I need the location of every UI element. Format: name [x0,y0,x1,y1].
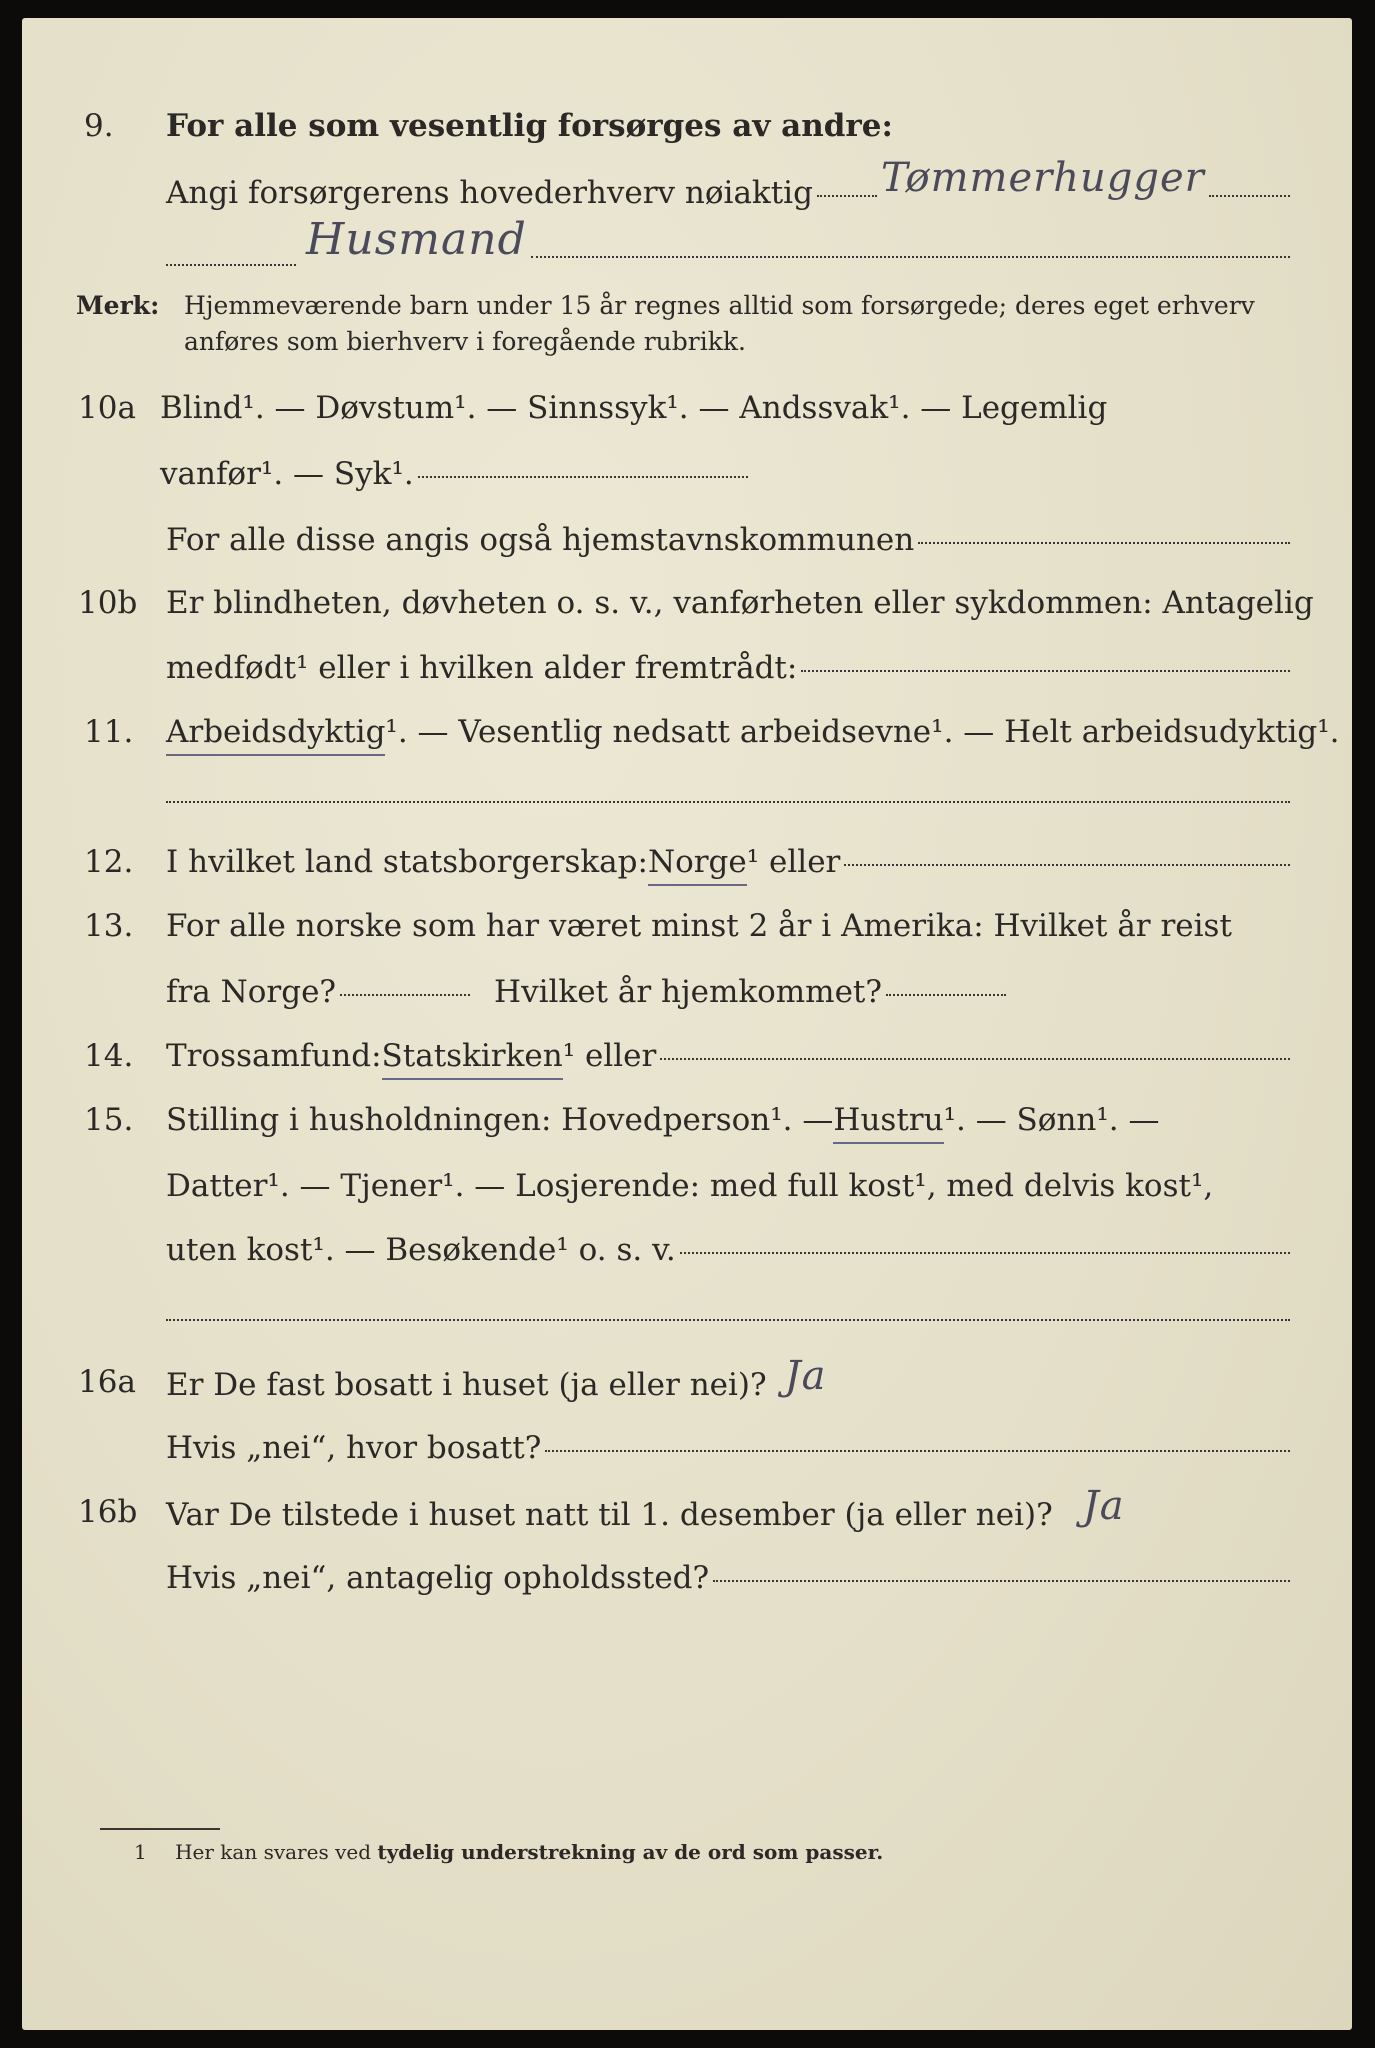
q13-text: For alle norske som har været minst 2 år i Amerika: Hvilket år reist [166,908,1232,944]
q11-text: ¹. — Vesentlig nedsatt arbeidsevne¹. — Helt arbeidsudyktig¹. [385,714,1340,750]
q12-answer-line[interactable] [844,863,1290,866]
q10a-number: 10a [78,390,136,426]
note-label: Merk: [76,291,160,320]
q14-text: Trossamfund: [166,1038,382,1074]
q11-answer-line[interactable] [166,800,1290,803]
q16b-whereabouts-label: Hvis „nei“, antagelig opholdssted? [166,1560,710,1596]
q16a-residence-label: Hvis „nei“, hvor bosatt? [166,1430,542,1466]
q9-text: For alle som vesentlig forsørges av andre: [166,108,893,144]
q9-handwritten-occupation-2[interactable]: Husmand [306,214,527,265]
q13-returned-line[interactable] [886,993,1006,996]
footnote-mark: 1 [134,1840,147,1864]
footnote-rule [100,1828,220,1830]
q16b-number: 16b [78,1494,138,1530]
q12-number: 12. [84,844,134,880]
q10b-text: Er blindheten, døvheten o. s. v., vanførheten eller sykdommen: Antagelig [166,585,1314,621]
census-form-page [22,18,1352,2030]
note-text-2: anføres som bierhverv i foregående rubrikk. [184,327,746,356]
q13-number: 13. [84,908,134,944]
q16b-text: Var De tilstede i huset natt til 1. desember (ja eller nei)? [166,1497,1053,1533]
q15-answer-line-2[interactable] [166,1318,1290,1321]
q10a-text-2: vanfør¹. — Syk¹. [160,456,414,492]
q10a-home-municipality-line[interactable] [918,541,1290,544]
q16a-residence-line[interactable] [545,1449,1290,1452]
q14-or: ¹ eller [562,1038,657,1074]
q16b-handwritten-answer[interactable]: Ja [1082,1483,1125,1529]
q16a-text: Er De fast bosatt i huset (ja eller nei)? [166,1367,767,1403]
q14-state-church-underlined[interactable]: Statskirken [382,1036,563,1080]
footnote-text-2: tydelig understrekning av de ord som passer. [377,1840,884,1864]
q9-handwritten-occupation[interactable]: Tømmerhugger [880,155,1205,201]
q10a-text: Blind¹. — Døvstum¹. — Sinnssyk¹. — Andssvak¹. — Legemlig [160,390,1108,426]
q11-able-to-work-underlined[interactable]: Arbeidsdyktig [166,712,385,756]
q13-returned-label: Hvilket år hjemkommet? [494,974,883,1010]
q13-left-norway-line[interactable] [340,993,470,996]
q15-text-3: uten kost¹. — Besøkende¹ o. s. v. [166,1232,676,1268]
q10b-text-2: medfødt¹ eller i hvilken alder fremtrådt: [166,650,798,686]
footnote-text-1: Her kan svares ved [175,1840,378,1864]
q14-answer-line[interactable] [660,1057,1290,1060]
q14-number: 14. [84,1038,134,1074]
q10b-answer-line[interactable] [801,669,1290,672]
q16a-number: 16a [78,1364,136,1400]
q9-number: 9. [84,108,114,144]
q15-text-1: Stilling i husholdningen: Hovedperson¹. — [166,1102,834,1138]
q12-text: I hvilket land statsborgerskap: [166,844,648,880]
q15-number: 15. [84,1102,134,1138]
q10b-number: 10b [78,585,138,621]
q16a-handwritten-answer[interactable]: Ja [784,1353,827,1399]
q15-text-2: Datter¹. — Tjener¹. — Losjerende: med full kost¹, med delvis kost¹, [166,1168,1214,1204]
q10a-answer-line[interactable] [418,475,748,478]
q13-left-norway-label: fra Norge? [166,974,337,1010]
q16b-whereabouts-line[interactable] [713,1579,1290,1582]
note-text-1: Hjemmeværende barn under 15 år regnes alltid som forsørgede; deres eget erhverv [184,291,1255,320]
q15-wife-underlined[interactable]: Hustru [833,1100,943,1144]
q12-norway-underlined[interactable]: Norge [648,842,747,886]
q15-text-1b: ¹. — Sønn¹. — [943,1102,1160,1138]
q9-occupation-label: Angi forsørgerens hovederhverv nøiaktig [166,175,813,211]
q15-answer-line[interactable] [680,1251,1290,1254]
q12-or: ¹ eller [746,844,841,880]
footnote [134,1840,883,1864]
q10a-home-municipality-label: For alle disse angis også hjemstavnskommunen [166,522,915,558]
q11-number: 11. [84,714,134,750]
